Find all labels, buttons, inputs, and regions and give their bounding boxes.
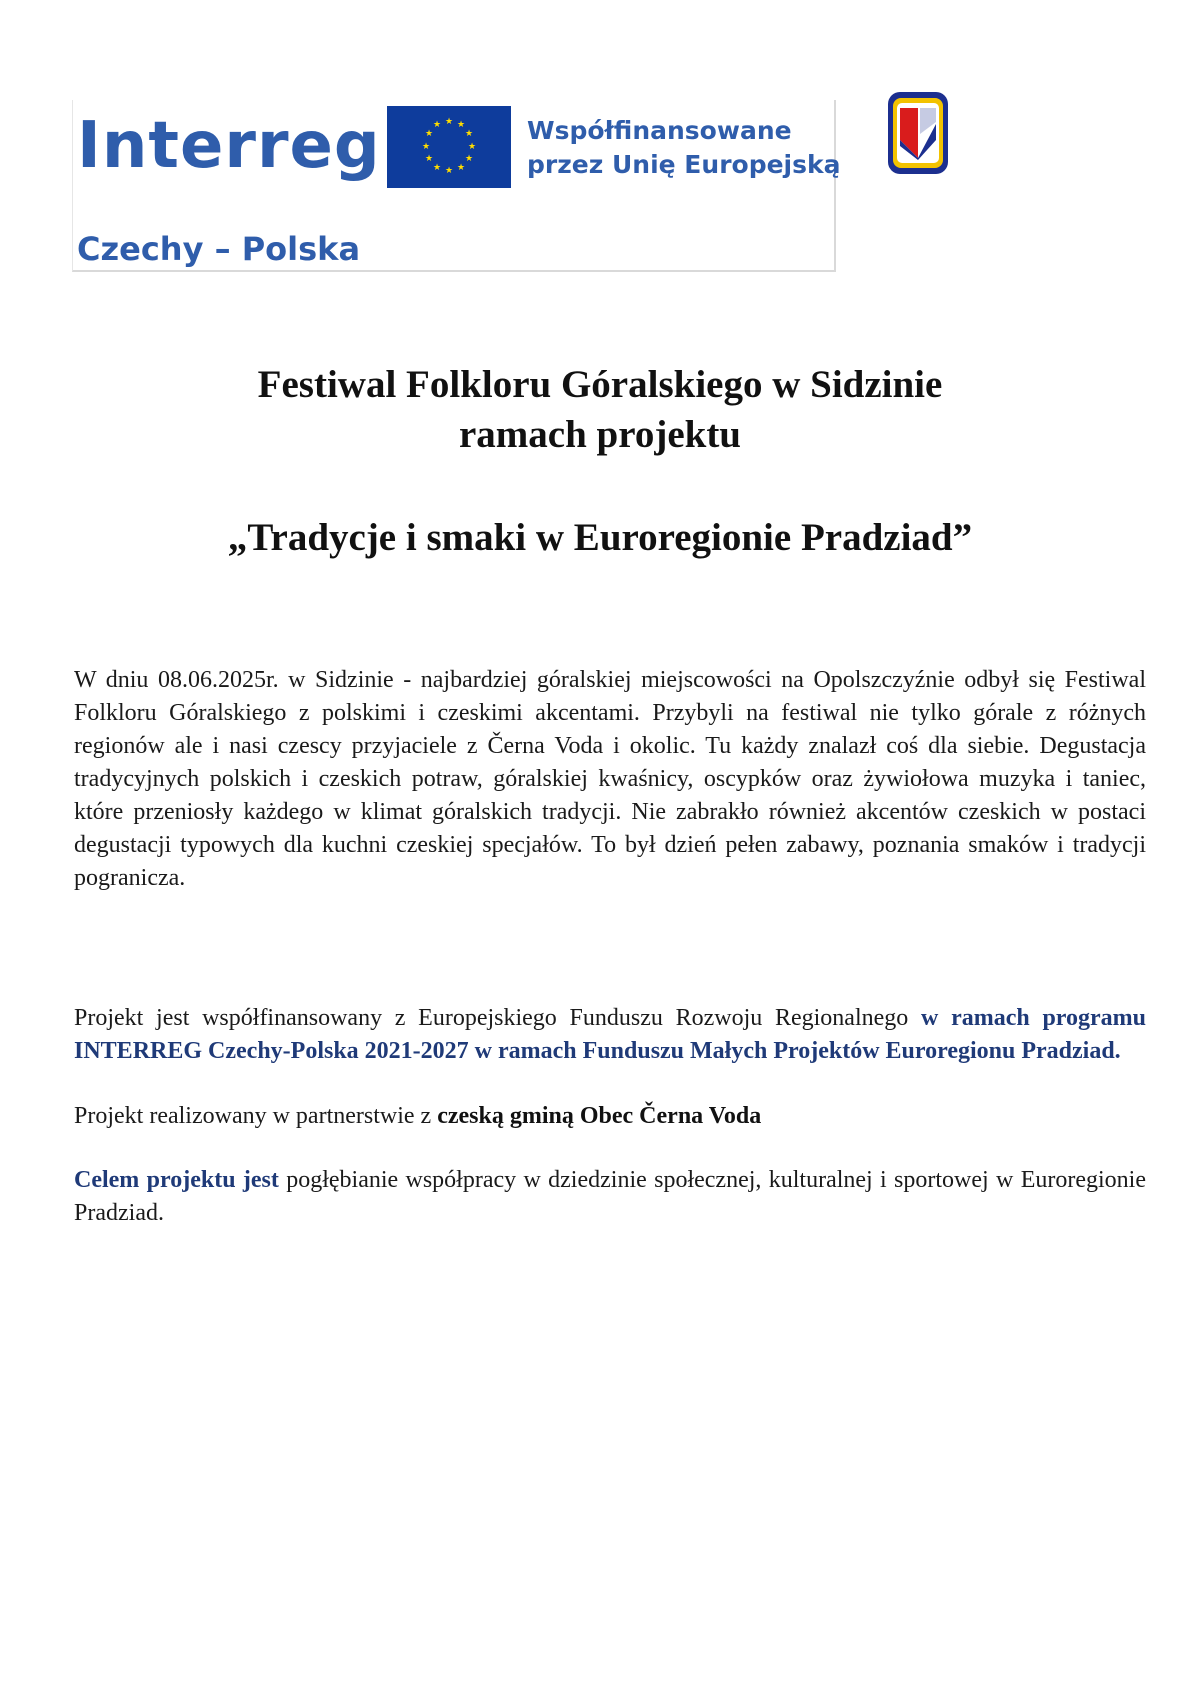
eu-cofinance-line-2: przez Unię Europejską [527,150,841,179]
svg-text:★: ★ [444,166,454,176]
euroregion-pradziad-logo-icon [886,90,950,176]
svg-text:★: ★ [464,129,474,139]
partnership-paragraph [74,1100,1146,1133]
event-description-paragraph: W dniu 08.06.2025r. w Sidzinie - najbardziej góralskiej miejscowości na Opolszczyźnie odbył się Festiwal Folkloru Góralskiego z polskimi i czeskimi akcentami. Przybyli na festiwal nie tylko górale z różnych regionów ale i nasi czescy przyjaciele z Černa Voda i okolic. Tu każdy znalazł coś dla siebie. Degustacja tradycyjnych polskich i czeskich potraw, góralskiej kwaśnicy, oscypków oraz żywiołowa muzyka i taniec, które przeniosły każdego w klimat góralskich tradycji. Nie zabrakło również akcentów czeskich w postaci degustacji typowych dla kuchni czeskiej specjałów. To był dzień pełen zabawy, poznania smaków i tradycji pogranicza. [74,667,1146,891]
svg-text:★: ★ [456,163,466,173]
partnership-text: Projekt realizowany w partnerstwie z [74,1103,438,1129]
program-region-label: Czechy – Polska [77,230,361,268]
funding-paragraph [74,1002,1146,1068]
interreg-logo-banner [72,100,841,272]
svg-text:★: ★ [424,154,434,164]
interreg-logo-text: Interreg [77,109,381,183]
svg-text:★: ★ [432,120,442,130]
partner-name-highlight: czeską gminą Obec Černa Voda [437,1103,762,1129]
svg-text:★: ★ [432,163,442,173]
project-goal-text: pogłębianie współpracy w dziedzinie społecznej, kulturalnej i sportowej w Euroregionie Pradziad. [74,1167,1147,1226]
svg-text:★: ★ [444,117,454,127]
eu-cofinance-label [527,114,841,182]
project-goal-paragraph [74,1164,1146,1230]
document-title-line-1: Festiwal Folkloru Góralskiego w Sidzinie [257,363,943,406]
svg-text:★: ★ [421,142,431,152]
svg-text:★: ★ [467,142,477,152]
svg-text:★: ★ [424,129,434,139]
eu-cofinance-line-1: Współfinansowane [527,116,792,145]
document-title-line-2: ramach projektu [458,413,741,456]
svg-text:★: ★ [464,154,474,164]
funding-program-highlight: w ramach programu INTERREG Czechy-Polska 2021-2027 w ramach Funduszu Małych Projektów Euroregionu Pradziad. [74,1005,1146,1064]
project-goal-label: Celem projektu jest [74,1167,279,1193]
funding-text: Projekt jest współfinansowany z Europejskiego Funduszu Rozwoju Regionalnego [74,1005,922,1031]
svg-text:★: ★ [456,120,466,130]
eu-flag-icon [387,106,511,188]
project-name-title: „Tradycje i smaki w Euroregionie Pradziad” [227,516,973,559]
